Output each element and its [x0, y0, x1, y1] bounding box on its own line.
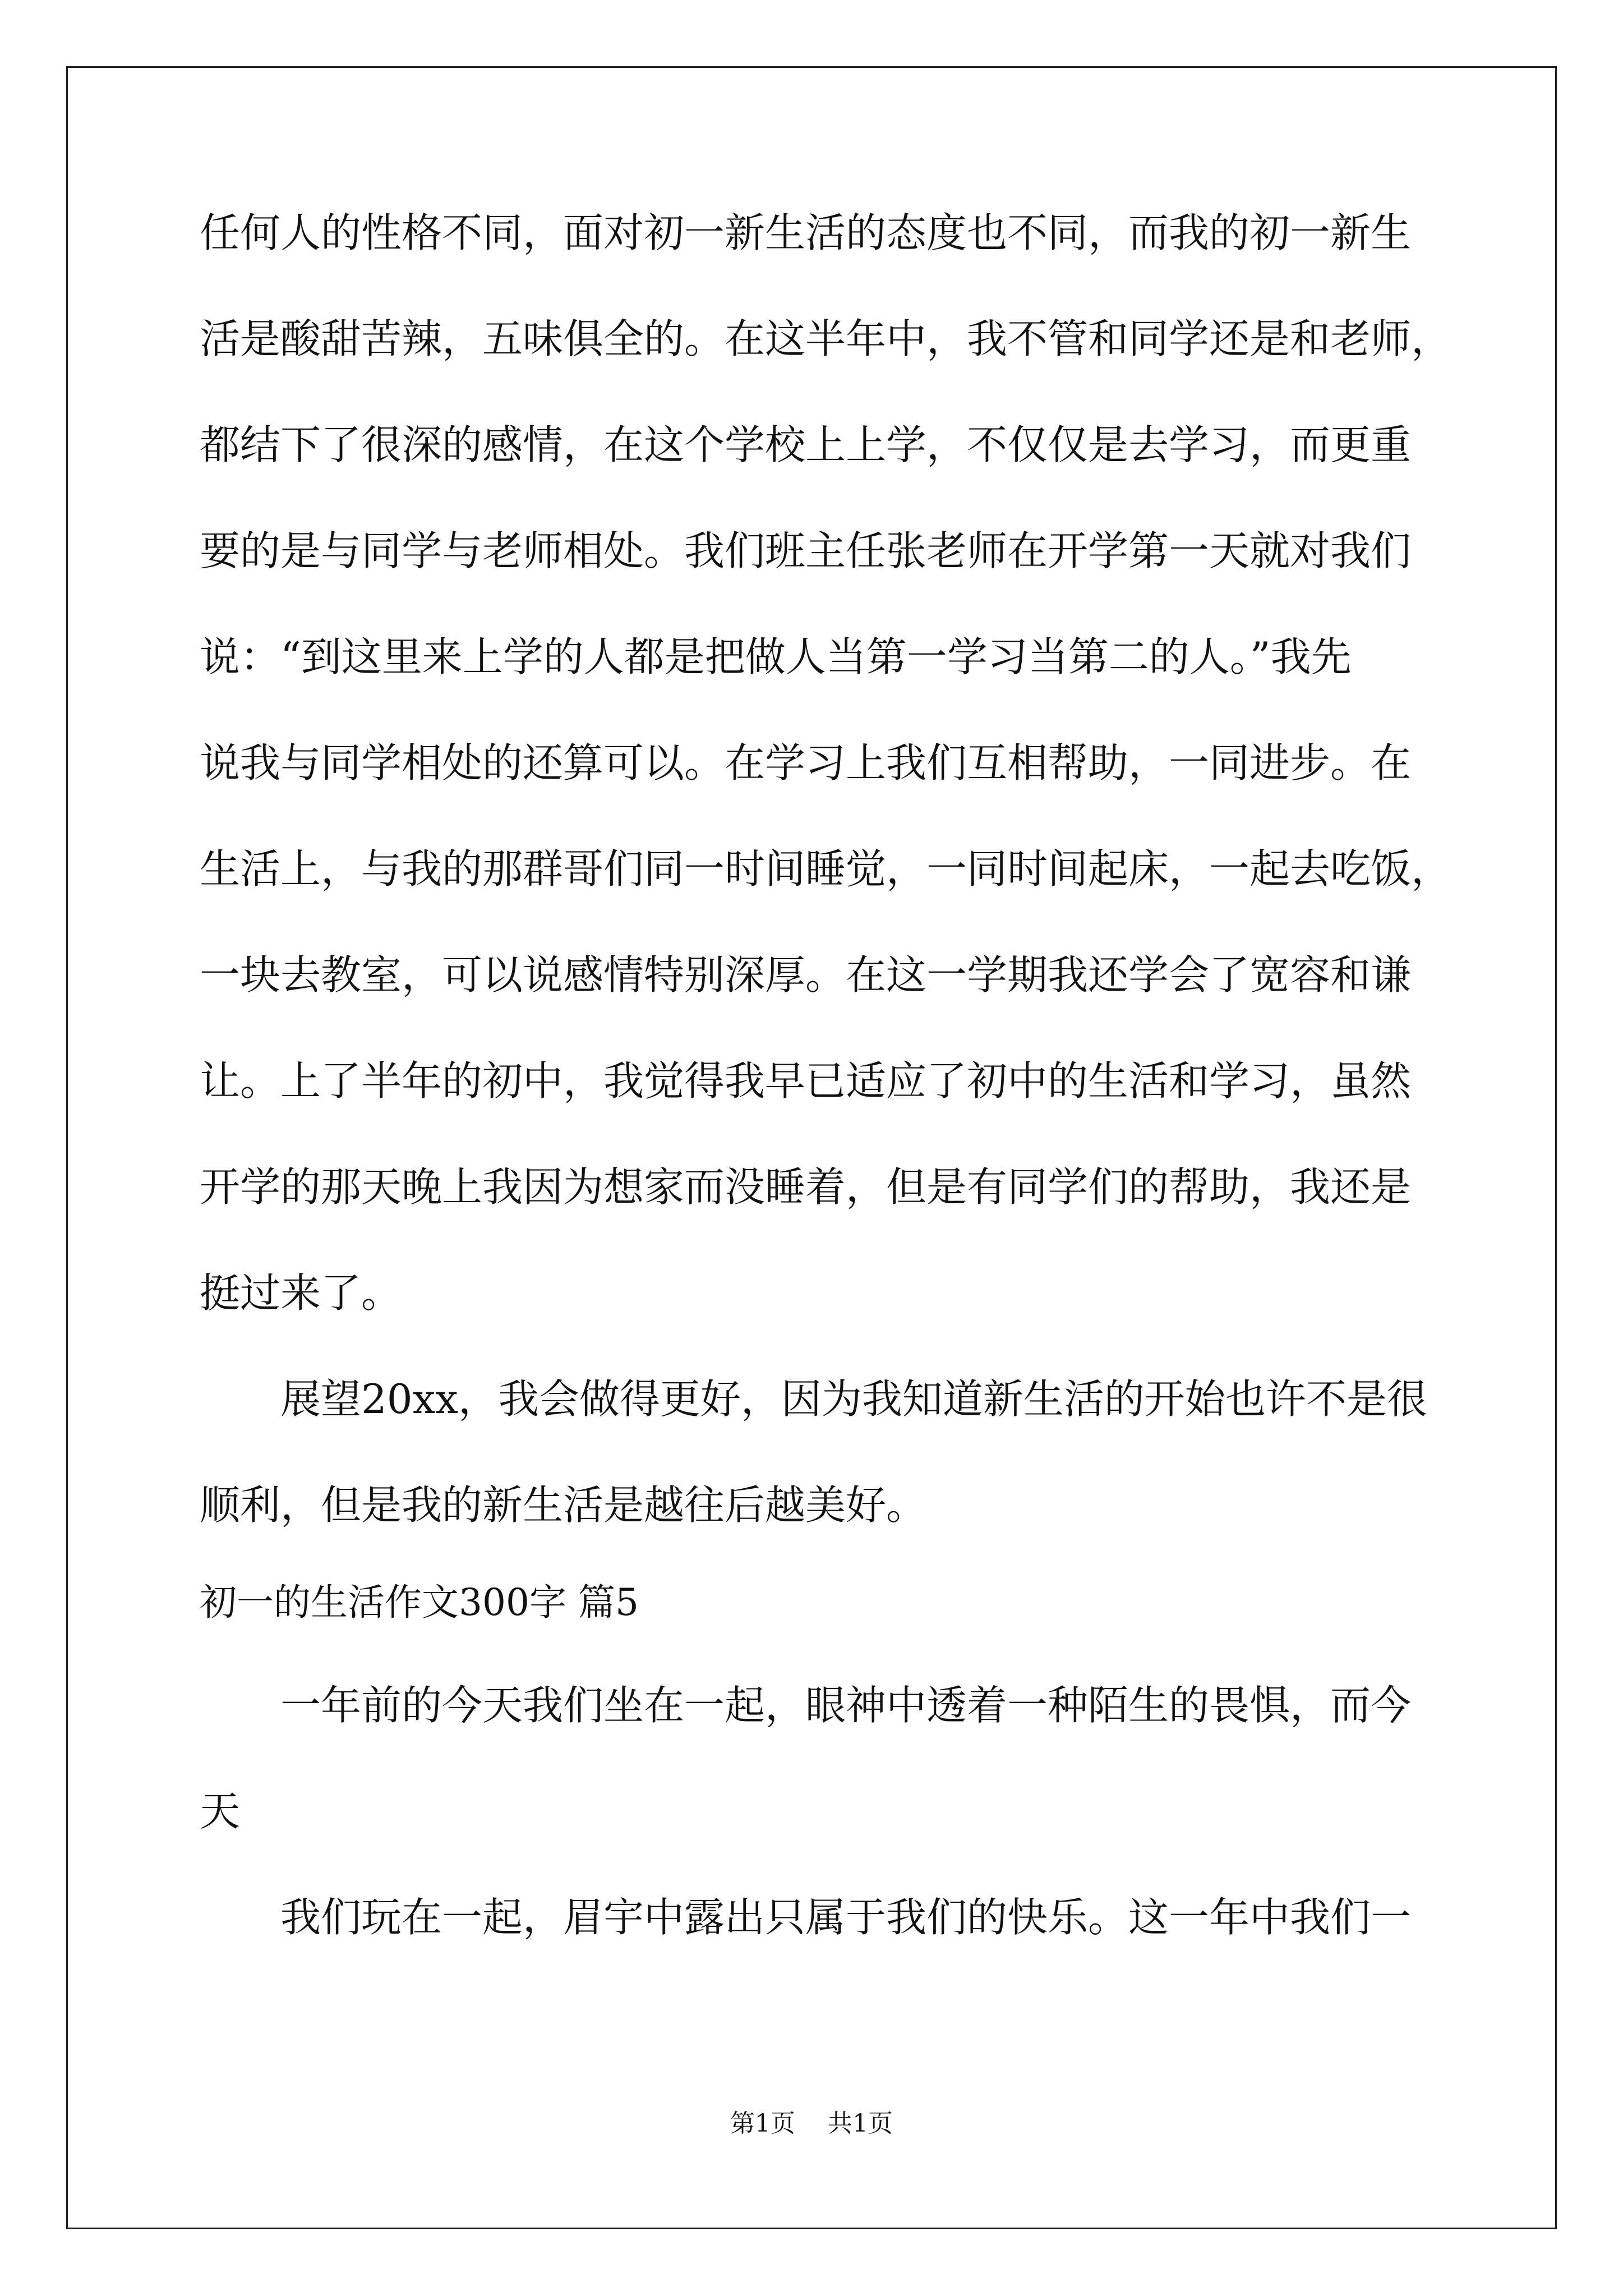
text-line: 挺过来了。	[200, 1269, 402, 1317]
text-line: 任何人的性格不同，面对初一新生活的态度也不同，而我的初一新生	[200, 209, 1412, 256]
text-line: 顺利，但是我的新生活是越往后越美好。	[200, 1481, 927, 1529]
page-footer	[0, 2108, 1623, 2139]
section-heading: 初一的生活作文300字 篇5	[200, 1581, 639, 1624]
text-line: 展望20xx，我会做得更好，因为我知道新生活的开始也许不是很	[280, 1375, 1427, 1423]
text-line: 一块去教室，可以说感情特别深厚。在这一学期我还学会了宽容和谦	[200, 951, 1412, 999]
text-line: 一年前的今天我们坐在一起，眼神中透着一种陌生的畏惧，而今	[280, 1682, 1412, 1729]
page-total: 共1页	[828, 2109, 893, 2138]
page-number: 第1页	[730, 2109, 795, 2138]
text-line: 天	[200, 1788, 241, 1835]
text-line: 说：“到这里来上学的人都是把做人当第一学习当第二的人。”我先	[200, 633, 1352, 680]
text-line: 让。上了半年的初中，我觉得我早已适应了初中的生活和学习，虽然	[200, 1057, 1412, 1105]
text-line: 开学的那天晚上我因为想家而没睡着，但是有同学们的帮助，我还是	[200, 1163, 1412, 1211]
text-line: 生活上，与我的那群哥们同一时间睡觉，一同时间起床，一起去吃饭，	[200, 845, 1452, 892]
text-line: 都结下了很深的感情，在这个学校上上学，不仅仅是去学习，而更重	[200, 421, 1412, 468]
text-line: 我们玩在一起，眉宇中露出只属于我们的快乐。这一年中我们一	[280, 1894, 1412, 1941]
text-line: 活是酸甜苦辣，五味俱全的。在这半年中，我不管和同学还是和老师，	[200, 315, 1452, 362]
text-line: 要的是与同学与老师相处。我们班主任张老师在开学第一天就对我们	[200, 527, 1412, 574]
text-line: 说我与同学相处的还算可以。在学习上我们互相帮助，一同进步。在	[200, 739, 1412, 786]
